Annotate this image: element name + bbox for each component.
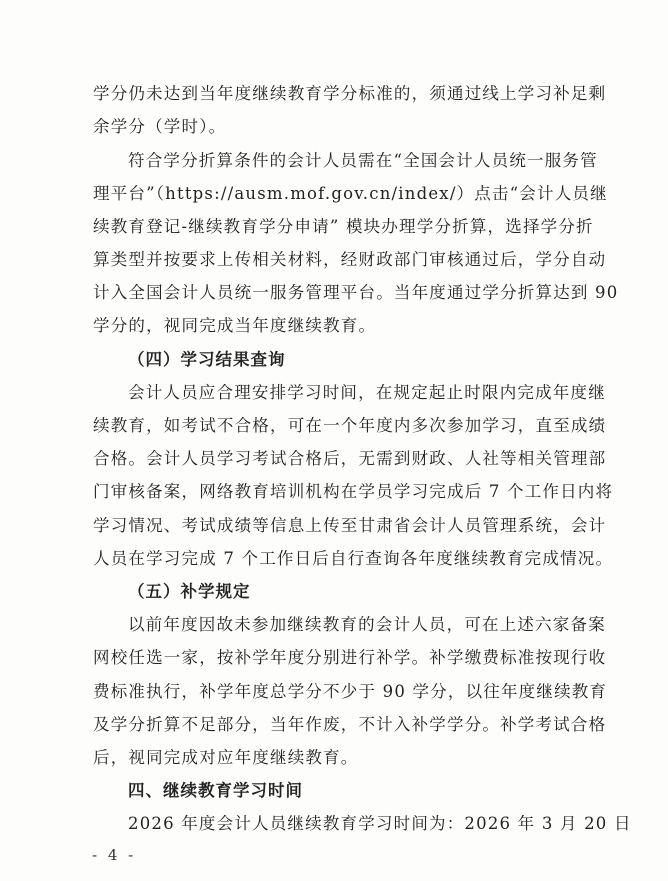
paragraph-line: 理平台”（https://ausm.mof.gov.cn/index/）点击“会计人员继: [93, 184, 608, 203]
paragraph-line: 网校任选一家，按补学年度分别进行补学。补学缴费标准按现行收: [93, 648, 607, 667]
paragraph-line: 以前年度因故未参加继续教育的会计人员，可在上述六家备案: [128, 615, 606, 634]
section-heading-results-query: （四）学习结果查询: [128, 350, 286, 369]
paragraph-line: 及学分折算不足部分，当年作废，不计入补学学分。补学考试合格: [93, 715, 607, 734]
paragraph-line: 学分的，视同完成当年度继续教育。: [93, 316, 377, 335]
paragraph-line: 算类型并按要求上传相关材料，经财政部门审核通过后，学分自动: [93, 250, 607, 269]
paragraph-line: 费标准执行，补学年度总学分不少于 90 学分，以往年度继续教育: [93, 682, 608, 701]
page-number: - 4 -: [92, 846, 137, 864]
paragraph-line: 会计人员应合理安排学习时间，在规定起止时限内完成年度继: [128, 383, 606, 402]
paragraph-line: 门审核备案，网络教育培训机构在学员学习完成后 7 个工作日内将: [93, 482, 614, 501]
paragraph-line: 余学分（学时）。: [93, 117, 227, 136]
paragraph-line: 续教育，如考试不合格，可在一个年度内多次参加学习，直至成绩: [93, 416, 607, 435]
paragraph-line: 人员在学习完成 7 个工作日后自行查询各年度继续教育完成情况。: [93, 549, 614, 568]
paragraph-line: 学分仍未达到当年度继续教育学分标准的，须通过线上学习补足剩: [93, 84, 607, 103]
paragraph-line: 后，视同完成对应年度继续教育。: [93, 748, 359, 767]
paragraph-line: 2026 年度会计人员继续教育学习时间为：2026 年 3 月 20 日: [128, 814, 632, 833]
section-heading-study-time: 四、继续教育学习时间: [128, 781, 303, 800]
section-heading-make-up-rules: （五）补学规定: [128, 582, 251, 601]
paragraph-line: 符合学分折算条件的会计人员需在“全国会计人员统一服务管: [128, 151, 598, 170]
paragraph-line: 学习情况、考试成绩等信息上传至甘肃省会计人员管理系统，会计: [93, 516, 607, 535]
paragraph-line: 计入全国会计人员统一服务管理平台。当年度通过学分折算达到 90: [93, 283, 619, 302]
paragraph-line: 续教育登记-继续教育学分申请” 模块办理学分折算，选择学分折: [93, 217, 594, 236]
paragraph-line: 合格。会计人员学习考试合格后，无需到财政、人社等相关管理部: [93, 449, 607, 468]
